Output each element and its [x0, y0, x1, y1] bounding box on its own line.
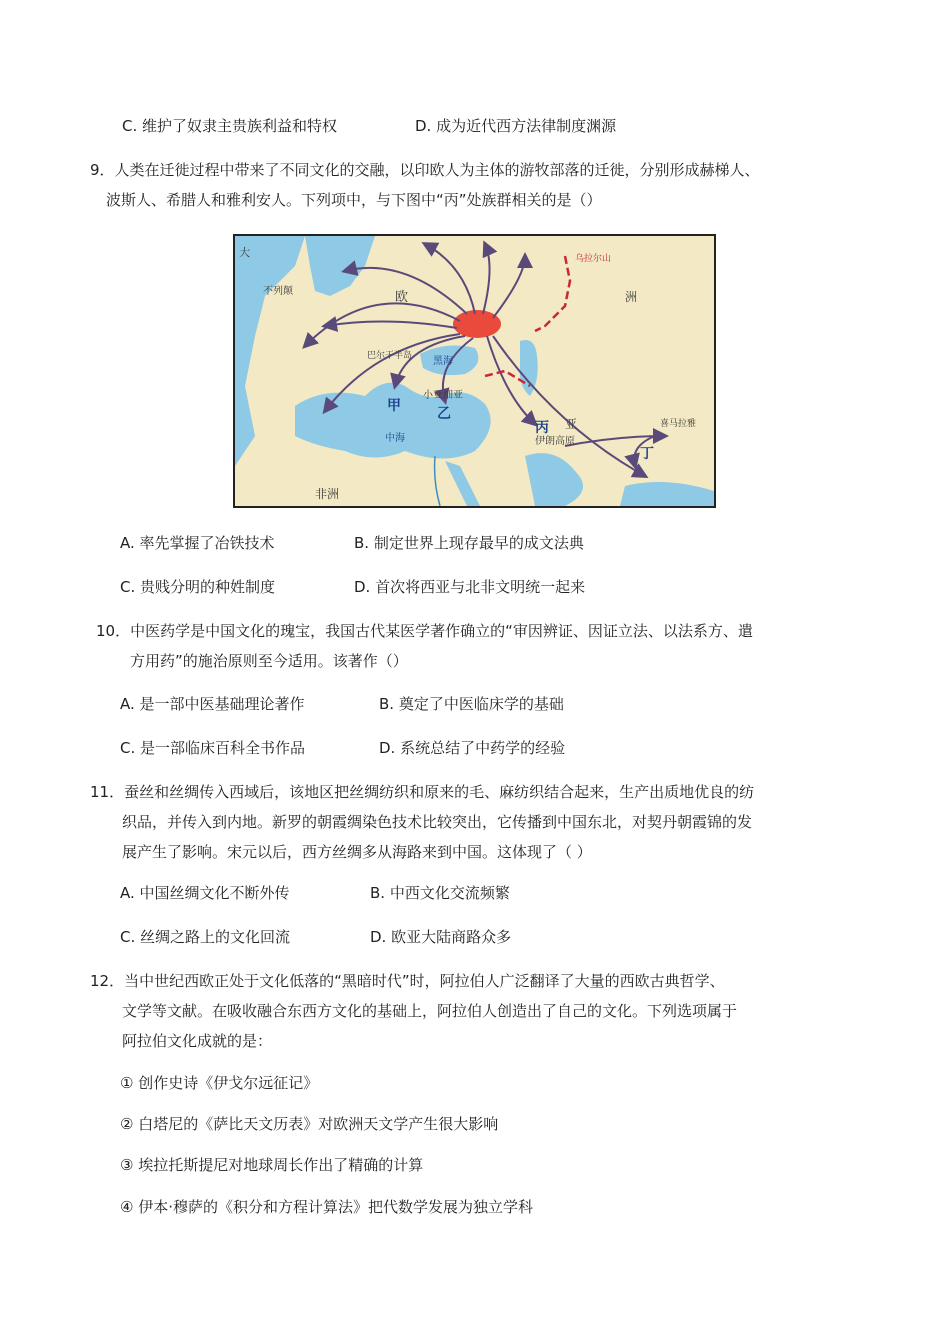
q11-stem-line-3: 展产生了影响。宋元以后，西方丝绸多从海路来到中国。这体现了（ ）	[122, 843, 592, 861]
q9-option-c: C. 贵贱分明的种姓制度	[120, 578, 276, 596]
q12-stem-line-3: 阿拉伯文化成就的是：	[122, 1032, 273, 1050]
north-sea	[305, 236, 375, 296]
q12-item-4: ④ 伊本·穆萨的《积分和方程计算法》把代数学发展为独立学科	[120, 1198, 533, 1216]
map-label-jia: 甲	[387, 398, 401, 414]
map-label-africa: 非洲	[315, 487, 340, 501]
q9-option-a: A. 率先掌握了冶铁技术	[120, 534, 275, 552]
map-label-asia-minor: 小亚细亚	[423, 390, 463, 401]
q10-option-d: D. 系统总结了中药学的经验	[379, 739, 566, 757]
map-label-himalaya: 喜马拉雅	[660, 419, 697, 429]
map-label-continent: 洲	[625, 290, 638, 304]
q12-stem-line-1: 12．当中世纪西欧正处于文化低落的“黑暗时代”时，阿拉伯人广泛翻译了大量的西欧古典哲学、	[90, 972, 725, 990]
q8-option-d: D. 成为近代西方法律制度渊源	[415, 117, 617, 135]
map-label-europe: 欧	[395, 290, 409, 305]
q9-option-d: D. 首次将西亚与北非文明统一起来	[354, 578, 586, 596]
q10-option-a: A. 是一部中医基础理论著作	[120, 695, 305, 713]
origin-region	[453, 310, 501, 338]
q11-option-d: D. 欧亚大陆商路众多	[370, 928, 512, 946]
q12-item-2: ② 白塔尼的《萨比天文历表》对欧洲天文学产生很大影响	[120, 1115, 499, 1133]
q9-option-b: B. 制定世界上现存最早的成文法典	[354, 534, 584, 552]
indian-ocean	[620, 482, 714, 506]
q11-option-b: B. 中西文化交流频繁	[370, 884, 510, 902]
map-label-bing: 丙	[535, 420, 549, 436]
q10-option-b: B. 奠定了中医临床学的基础	[379, 695, 564, 713]
map-label-yi: 乙	[437, 406, 451, 422]
q12-stem-line-2: 文学等文献。在吸收融合东西方文化的基础上，阿拉伯人创造出了自己的文化。下列选项属于	[122, 1002, 738, 1020]
map-label-ural: 乌拉尔山	[575, 254, 612, 264]
map-label-black-sea: 黑海	[433, 356, 453, 367]
q11-stem-line-2: 织品，并传入到内地。新罗的朝霞绸染色技术比较突出，它传播到中国东北，对契丹朝霞锦的发	[122, 813, 753, 831]
q12-item-1: ① 创作史诗《伊戈尔远征记》	[120, 1074, 319, 1092]
q11-option-c: C. 丝绸之路上的文化回流	[120, 928, 291, 946]
map-label-ding: 丁	[640, 446, 654, 462]
map-label-britain: 不列颠	[263, 286, 293, 297]
q10-stem-line-1: 10．中医药学是中国文化的瑰宝，我国古代某医学著作确立的“审因辨证、因证立法、以法系方、遣	[96, 622, 753, 640]
persian-gulf	[525, 453, 583, 506]
q10-stem-line-2: 方用药”的施治原则至今适用。该著作（）	[130, 652, 408, 670]
q11-option-a: A. 中国丝绸文化不断外传	[120, 884, 290, 902]
q9-stem-line-1: 9．人类在迁徙过程中带来了不同文化的交融，以印欧人为主体的游牧部落的迁徙，分别形成赫梯人、	[90, 161, 760, 179]
q8-option-c: C. 维护了奴隶主贵族利益和特权	[122, 117, 338, 135]
map-label-mediterranean: 中海	[385, 433, 405, 444]
map-label-iran-plateau: 伊朗高原	[535, 436, 575, 447]
atlantic-ocean	[235, 236, 305, 466]
q12-item-3: ③ 埃拉托斯提尼对地球周长作出了精确的计算	[120, 1156, 424, 1174]
red-sea	[445, 461, 480, 506]
q9-stem-line-2: 波斯人、希腊人和雅利安人。下列项中，与下图中“丙”处族群相关的是（）	[106, 191, 602, 209]
map-label-west-asia: 亚	[565, 417, 578, 431]
q10-option-c: C. 是一部临床百科全书作品	[120, 739, 306, 757]
map-label-balkan: 巴尔干半岛	[367, 351, 413, 361]
ural-boundary	[535, 256, 570, 331]
map-label-atlantic: 大	[239, 246, 250, 259]
migration-map	[233, 234, 716, 508]
q11-stem-line-1: 11．蚕丝和丝绸传入西域后，该地区把丝绸纺织和原来的毛、麻纺织结合起来，生产出质地优良的纺	[90, 783, 755, 801]
